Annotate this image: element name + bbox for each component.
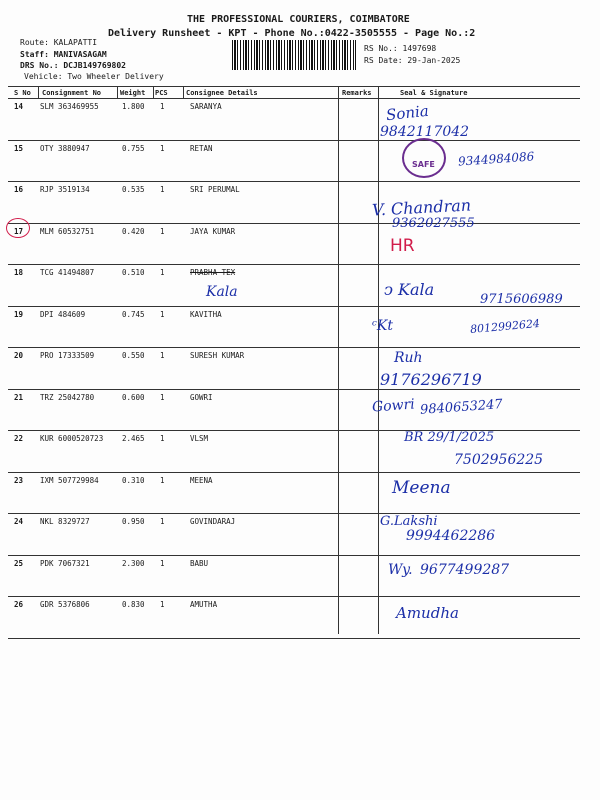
row-consignee: SURESH KUMAR [190, 351, 245, 360]
table-header [8, 88, 580, 98]
signature-14: Sonia [385, 101, 430, 125]
row-sno: 18 [14, 268, 24, 277]
red-circle-mark [6, 218, 30, 238]
table-top-border [8, 86, 580, 87]
drs-label: DRS No.: DCJB149769802 [20, 61, 126, 70]
signature-19: ᶜKt [372, 318, 394, 334]
row-consignment: OTY 3880947 [40, 144, 90, 153]
row-sno: 24 [14, 517, 24, 526]
row-pcs: 1 [160, 517, 165, 526]
row-sno: 21 [14, 393, 24, 402]
signature-21: Gowri [371, 396, 416, 416]
staff-label: Staff: MANIVASAGAM [20, 50, 107, 59]
row-consignment: SLM 363469955 [40, 102, 99, 111]
row-weight: 0.830 [122, 600, 145, 609]
vehicle-label: Vehicle: Two Wheeler Delivery [24, 72, 164, 81]
row-sno: 16 [14, 185, 24, 194]
row-consignment: DPI 484609 [40, 310, 86, 319]
rs-number: RS No.: 1497698 [364, 44, 437, 53]
signature-23: Meena [392, 478, 451, 498]
row-weight: 0.745 [122, 310, 145, 319]
handwritten-phone-25: 9677499287 [420, 562, 510, 578]
company-title: THE PROFESSIONAL COURIERS, COIMBATORE [187, 14, 410, 25]
row-consignment: PDK 7067321 [40, 559, 90, 568]
row-consignee: GOWRI [190, 393, 213, 402]
col-pcs: PCS [155, 89, 168, 97]
row-weight: 0.420 [122, 227, 145, 236]
handwritten-date-22: BR 29/1/2025 [404, 430, 495, 445]
col-seal: Seal & Signature [400, 89, 468, 97]
row-consignee: PRABHA TEX [190, 268, 236, 277]
signature-18: ↄ Kala [384, 280, 435, 299]
row-weight: 0.600 [122, 393, 145, 402]
row-sno: 15 [14, 144, 24, 153]
col-divider [153, 86, 154, 98]
row-pcs: 1 [160, 393, 165, 402]
row-consignee: GOVINDARAJ [190, 517, 236, 526]
row-weight: 0.535 [122, 185, 145, 194]
row-consignment: MLM 60532751 [40, 227, 95, 236]
handwritten-phone-18: 9715606989 [480, 292, 563, 307]
delivery-stamp [402, 138, 446, 178]
signature-25: Wy. [388, 562, 413, 578]
row-consignee: KAVITHA [190, 310, 222, 319]
row-consignment: TCG 41494807 [40, 268, 95, 277]
row-weight: 0.510 [122, 268, 145, 277]
row-pcs: 1 [160, 559, 165, 568]
col-consignment: Consignment No [42, 89, 102, 97]
handwritten-phone-19: 8012992624 [469, 316, 541, 337]
row-weight: 0.755 [122, 144, 145, 153]
row-consignee: SARANYA [190, 102, 222, 111]
row-sno: 19 [14, 310, 24, 319]
handwritten-phone-20: 9176296719 [380, 370, 482, 389]
col-divider [117, 86, 118, 98]
col-consignee: Consignee Details [186, 89, 258, 97]
red-initials-17: HR [390, 236, 415, 256]
runsheet-subtitle: Delivery Runsheet - KPT - Phone No.:0422-3505555 - Page No.:2 [108, 28, 476, 39]
row-pcs: 1 [160, 351, 165, 360]
row-weight: 2.300 [122, 559, 145, 568]
row-sno: 17 [14, 227, 24, 236]
row-pcs: 1 [160, 310, 165, 319]
table-row [8, 596, 580, 638]
row-weight: 2.465 [122, 434, 145, 443]
row-consignment: RJP 3519134 [40, 185, 90, 194]
row-pcs: 1 [160, 227, 165, 236]
row-pcs: 1 [160, 185, 165, 194]
row-pcs: 1 [160, 476, 165, 485]
row-consignment: GDR 5376806 [40, 600, 90, 609]
row-consignee: JAYA KUMAR [190, 227, 236, 236]
row-sno: 20 [14, 351, 24, 360]
row-consignee: BABU [190, 559, 209, 568]
table-row [8, 347, 580, 389]
row-sno: 14 [14, 102, 24, 111]
handwritten-phone-14: 9842117042 [380, 124, 470, 140]
col-sno: S No [14, 89, 31, 97]
stamp-text: SAFE [412, 160, 435, 169]
table-row [8, 223, 580, 265]
handwritten-name-26: Amudha [396, 604, 459, 622]
row-consignment: PRO 17333509 [40, 351, 95, 360]
row-sno: 26 [14, 600, 24, 609]
handwritten-phone-15: 9344984086 [457, 149, 535, 169]
col-divider [38, 86, 39, 98]
barcode [232, 40, 356, 70]
handwritten-phone-24: 9994462286 [406, 528, 496, 544]
signature-20: Ruh [394, 350, 423, 366]
table-row [8, 472, 580, 514]
col-divider [183, 86, 184, 98]
signature-16: V. Chandran [371, 195, 472, 220]
row-consignee: AMUTHA [190, 600, 218, 609]
row-weight: 0.550 [122, 351, 145, 360]
handwritten-phone-16: 9362027555 [392, 216, 475, 231]
row-sno: 23 [14, 476, 24, 485]
rs-date: RS Date: 29-Jan-2025 [364, 56, 461, 65]
handwritten-phone-21: 9840653247 [419, 397, 504, 418]
row-consignee: VLSM [190, 434, 209, 443]
row-consignee: SRI PERUMAL [190, 185, 240, 194]
signature-24: G.Lakshi [380, 514, 438, 529]
row-weight: 1.800 [122, 102, 145, 111]
row-consignment: KUR 6000520723 [40, 434, 104, 443]
handwritten-phone-22: 7502956225 [454, 452, 544, 468]
row-pcs: 1 [160, 102, 165, 111]
row-consignment: TRZ 25042780 [40, 393, 95, 402]
row-pcs: 1 [160, 144, 165, 153]
row-pcs: 1 [160, 268, 165, 277]
row-sno: 22 [14, 434, 24, 443]
col-remarks: Remarks [342, 89, 372, 97]
route-label: Route: KALAPATTI [20, 38, 98, 47]
row-sno: 25 [14, 559, 24, 568]
row-divider [8, 638, 580, 639]
row-pcs: 1 [160, 600, 165, 609]
col-weight: Weight [120, 89, 146, 97]
row-consignee: RETAN [190, 144, 213, 153]
handwritten-name-18: Kala [206, 284, 238, 300]
table-row [8, 98, 580, 140]
row-consignment: IXM 507729984 [40, 476, 99, 485]
row-pcs: 1 [160, 434, 165, 443]
row-consignment: NKL 8329727 [40, 517, 90, 526]
table-row [8, 181, 580, 223]
row-weight: 0.950 [122, 517, 145, 526]
row-weight: 0.310 [122, 476, 145, 485]
row-consignee: MEENA [190, 476, 213, 485]
